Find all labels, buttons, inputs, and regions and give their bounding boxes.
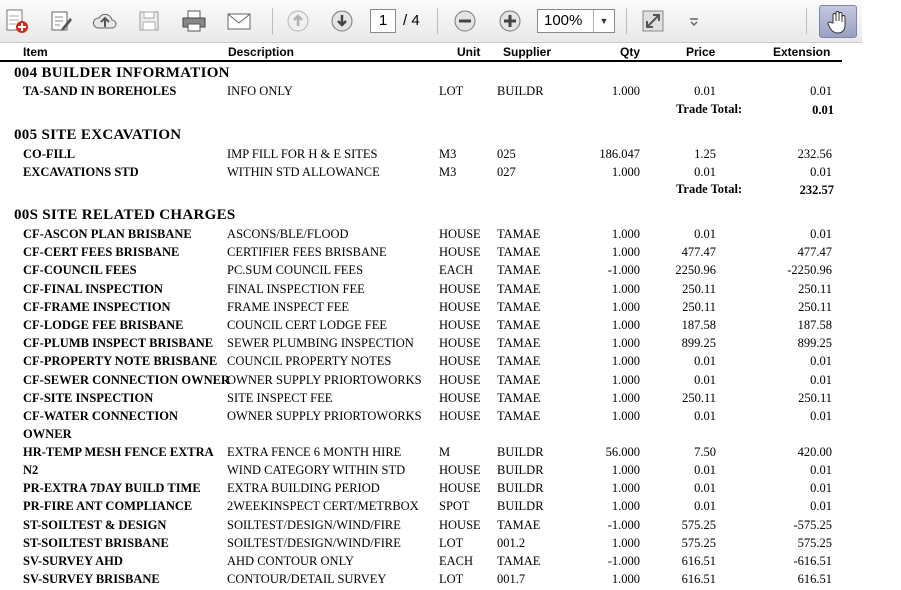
table-row: [0, 445, 842, 463]
cell-description: CONTOUR/DETAIL SURVEY: [227, 572, 387, 587]
cell-unit: EACH: [439, 263, 474, 278]
cell-extension: -616.51: [793, 553, 832, 568]
cell-unit: M3: [439, 147, 457, 161]
table-row: [0, 572, 842, 590]
cell-item: ST-SOILTEST BRISBANE: [23, 535, 169, 550]
column-header-unit: Unit: [457, 45, 481, 59]
cell-unit: HOUSE: [439, 245, 481, 260]
cell-description: SEWER PLUMBING INSPECTION: [227, 336, 414, 351]
zoom-value: 100%: [544, 12, 583, 29]
cell-extension: 899.25: [797, 336, 832, 351]
cell-extension: 250.11: [798, 390, 832, 405]
cell-extension: 0.01: [810, 165, 832, 179]
cell-price: 575.25: [681, 535, 716, 550]
table-row: [0, 227, 842, 245]
cell-qty: 1.000: [611, 390, 640, 405]
table-row: [0, 391, 842, 409]
cell-extension: 0.01: [810, 462, 832, 477]
toolbar-separator: [806, 8, 807, 34]
cell-description: IMP FILL FOR H & E SITES: [227, 147, 378, 161]
cell-supplier: BUILDR: [497, 499, 544, 514]
cell-qty: 1.000: [611, 336, 640, 351]
cell-description: COUNCIL PROPERTY NOTES: [227, 354, 392, 369]
cell-price: 250.11: [682, 390, 716, 405]
table-row: [0, 373, 842, 391]
column-header-description: Description: [228, 45, 295, 59]
cell-description: FRAME INSPECT FEE: [227, 299, 350, 314]
cell-unit: HOUSE: [439, 409, 481, 423]
cell-extension: 0.01: [810, 409, 832, 423]
zoom-select[interactable]: [537, 9, 615, 33]
zoom-in-icon[interactable]: [495, 6, 525, 36]
table-row: [0, 263, 842, 281]
table-row: [0, 354, 842, 372]
cell-qty: 1.000: [611, 281, 640, 296]
cell-extension: 0.01: [810, 84, 832, 98]
section-title: 00S SITE RELATED CHARGES: [14, 207, 236, 223]
cell-supplier: TAMAE: [497, 390, 541, 405]
cell-qty: 1.000: [611, 535, 640, 550]
cell-description: WIND CATEGORY WITHIN STD: [227, 462, 406, 477]
cell-qty: 1.000: [611, 572, 640, 587]
cell-item: HR-TEMP MESH FENCE EXTRA: [23, 444, 214, 459]
upload-icon[interactable]: [90, 6, 120, 36]
cell-qty: -1.000: [607, 553, 640, 568]
cell-item: CF-WATER CONNECTION: [23, 409, 178, 423]
cell-qty: 1.000: [611, 84, 640, 98]
cell-extension: 616.51: [797, 572, 832, 587]
cell-qty: 1.000: [611, 227, 640, 241]
cell-extension: 575.25: [797, 535, 832, 550]
cell-unit: HOUSE: [439, 481, 481, 496]
table-row: [0, 554, 842, 572]
cell-price: 7.50: [694, 444, 716, 459]
previous-page-icon[interactable]: [283, 6, 313, 36]
cell-qty: -1.000: [607, 517, 640, 532]
cell-qty: 1.000: [611, 499, 640, 514]
cell-item: TA-SAND IN BOREHOLES: [23, 84, 177, 98]
cell-extension: 250.11: [798, 281, 832, 296]
cell-unit: LOT: [439, 535, 464, 550]
cell-item: CF-FRAME INSPECTION: [23, 299, 171, 314]
cell-extension: 477.47: [797, 245, 832, 260]
cell-supplier: BUILDR: [497, 462, 544, 477]
cell-unit: LOT: [439, 572, 464, 587]
cell-item: CF-FINAL INSPECTION: [23, 281, 163, 296]
cell-description: SOILTEST/DESIGN/WIND/FIRE: [227, 535, 401, 550]
column-header-supplier: Supplier: [503, 45, 552, 59]
cell-unit: HOUSE: [439, 517, 481, 532]
cell-description: ASCONS/BLE/FLOOD: [227, 227, 349, 241]
cell-supplier: TAMAE: [497, 354, 541, 369]
cell-item-continued: OWNER: [23, 427, 72, 441]
cell-supplier: BUILDR: [497, 481, 544, 496]
cell-description: FINAL INSPECTION FEE: [227, 281, 365, 296]
cell-item: CO-FILL: [23, 147, 76, 161]
cell-price: 616.51: [681, 553, 716, 568]
toolbar-separator: [626, 8, 627, 34]
cell-price: 899.25: [681, 336, 716, 351]
cell-price: 0.01: [694, 481, 716, 496]
table-row: [0, 318, 842, 336]
cell-item: ST-SOILTEST & DESIGN: [23, 517, 167, 532]
cell-item: CF-COUNCIL FEES: [23, 263, 137, 278]
cell-qty: 1.000: [611, 165, 640, 179]
cell-extension: -575.25: [793, 517, 832, 532]
table-row: [0, 463, 842, 481]
cell-supplier: TAMAE: [497, 517, 541, 532]
cell-item: CF-PROPERTY NOTE BRISBANE: [23, 354, 218, 369]
trade-total-value: 232.57: [799, 183, 834, 197]
cell-description: EXTRA BUILDING PERIOD: [227, 481, 380, 496]
toolbar-separator: [272, 8, 273, 34]
column-header-item: Item: [23, 45, 48, 59]
cell-price: 0.01: [694, 499, 716, 514]
cell-item: CF-ASCON PLAN BRISBANE: [23, 227, 192, 241]
cell-unit: EACH: [439, 553, 474, 568]
cell-extension: 250.11: [798, 299, 832, 314]
cell-description: SITE INSPECT FEE: [227, 390, 333, 405]
cell-extension: 0.01: [810, 227, 832, 241]
cell-price: 616.51: [681, 572, 716, 587]
save-icon[interactable]: [134, 6, 164, 36]
table-row: [0, 518, 842, 536]
cell-unit: HOUSE: [439, 336, 481, 351]
cell-supplier: TAMAE: [497, 299, 541, 314]
zoom-out-icon[interactable]: [450, 6, 480, 36]
fullscreen-icon[interactable]: [638, 6, 668, 36]
table-row: [0, 245, 842, 263]
cell-unit: HOUSE: [439, 281, 481, 296]
cell-supplier: TAMAE: [497, 263, 541, 278]
column-header-qty: Qty: [620, 45, 641, 59]
section-title: 004 BUILDER INFORMATION: [14, 65, 230, 81]
email-icon[interactable]: [224, 6, 254, 36]
cell-supplier: TAMAE: [497, 372, 541, 387]
cell-supplier: TAMAE: [497, 409, 541, 423]
cell-item: CF-PLUMB INSPECT BRISBANE: [23, 336, 214, 351]
cell-description: COUNCIL CERT LODGE FEE: [227, 318, 388, 332]
cell-extension: 0.01: [810, 499, 832, 514]
cell-description: WITHIN STD ALLOWANCE: [227, 165, 380, 179]
page-number-input[interactable]: 1: [370, 9, 396, 33]
header-divider: [0, 60, 842, 62]
cell-item: CF-CERT FEES BRISBANE: [23, 245, 180, 260]
cell-extension: -2250.96: [787, 263, 832, 278]
table-header: [0, 44, 842, 60]
cell-item: PR-FIRE ANT COMPLIANCE: [23, 499, 193, 514]
cell-qty: 1.000: [611, 481, 640, 496]
table-row: [0, 481, 842, 499]
cell-price: 0.01: [694, 84, 716, 98]
cell-supplier: TAMAE: [497, 245, 541, 260]
cell-item: SV-SURVEY AHD: [23, 553, 123, 568]
cell-qty: 56.000: [605, 444, 640, 459]
table-row: [0, 282, 842, 300]
table-row: [0, 336, 842, 354]
cell-supplier: TAMAE: [497, 318, 541, 332]
cell-qty: -1.000: [607, 263, 640, 278]
cell-supplier: 025: [497, 147, 516, 161]
cell-description: OWNER SUPPLY PRIORTOWORKS: [227, 409, 422, 423]
cell-qty: 1.000: [611, 245, 640, 260]
cell-supplier: BUILDR: [497, 84, 544, 98]
pdf-toolbar: [0, 0, 862, 43]
chevron-down-icon[interactable]: ▼: [593, 10, 614, 32]
cell-supplier: TAMAE: [497, 281, 541, 296]
cell-item: SV-SURVEY BRISBANE: [23, 572, 160, 587]
cell-item: CF-LODGE FEE BRISBANE: [23, 318, 184, 332]
cell-price: 250.11: [682, 299, 716, 314]
cell-qty: 1.000: [611, 409, 640, 423]
cell-qty: 1.000: [611, 462, 640, 477]
table-row: [0, 536, 842, 554]
table-row: [0, 409, 842, 441]
cell-item: PR-EXTRA 7DAY BUILD TIME: [23, 481, 201, 496]
cell-supplier: TAMAE: [497, 336, 541, 351]
cell-item: EXCAVATIONS STD: [23, 165, 139, 179]
cell-qty: 186.047: [599, 147, 640, 161]
cell-extension: 0.01: [810, 481, 832, 496]
cell-supplier: 001.2: [497, 535, 526, 550]
table-row: [0, 84, 842, 102]
cell-extension: 187.58: [797, 318, 832, 332]
table-row: [0, 165, 842, 183]
edit-icon[interactable]: [46, 6, 76, 36]
cell-unit: M: [439, 444, 451, 459]
cell-supplier: BUILDR: [497, 444, 544, 459]
cell-unit: SPOT: [439, 499, 470, 514]
cell-supplier: 027: [497, 165, 516, 179]
cell-supplier: 001.7: [497, 572, 526, 587]
table-row: [0, 499, 842, 517]
cell-unit: M3: [439, 165, 457, 179]
trade-total-label: Trade Total:: [676, 102, 743, 116]
cell-price: 250.11: [682, 281, 716, 296]
cell-price: 2250.96: [675, 263, 716, 278]
cell-item: N2: [23, 462, 39, 477]
cell-unit: HOUSE: [439, 390, 481, 405]
cell-description: CERTIFIER FEES BRISBANE: [227, 245, 387, 260]
cell-extension: 420.00: [797, 444, 832, 459]
cell-unit: HOUSE: [439, 318, 481, 332]
column-header-extension: Extension: [773, 45, 831, 59]
cell-description: PC.SUM COUNCIL FEES: [227, 263, 364, 278]
create-pdf-icon[interactable]: [2, 6, 32, 36]
cell-unit: LOT: [439, 84, 464, 98]
hand-tool-icon[interactable]: [819, 5, 857, 38]
cell-qty: 1.000: [611, 354, 640, 369]
print-icon[interactable]: [179, 6, 209, 36]
section-title: 005 SITE EXCAVATION: [14, 127, 182, 143]
cell-price: 0.01: [694, 354, 716, 369]
next-page-icon[interactable]: [327, 6, 357, 36]
table-row: [0, 300, 842, 318]
cell-unit: HOUSE: [439, 354, 481, 369]
cell-description: INFO ONLY: [227, 84, 293, 98]
cell-price: 0.01: [694, 227, 716, 241]
cell-price: 0.01: [694, 372, 716, 387]
page-total-label: / 4: [403, 12, 420, 29]
cell-qty: 1.000: [611, 318, 640, 332]
cell-unit: HOUSE: [439, 227, 481, 241]
cell-item: CF-SEWER CONNECTION OWNER: [23, 372, 230, 387]
menu-icon[interactable]: [679, 6, 709, 36]
cell-supplier: TAMAE: [497, 227, 541, 241]
cell-unit: HOUSE: [439, 462, 481, 477]
cell-extension: 232.56: [797, 147, 832, 161]
cell-price: 0.01: [694, 462, 716, 477]
trade-total-value: 0.01: [812, 103, 834, 117]
table-row: [0, 147, 842, 165]
cell-description: OWNER SUPPLY PRIORTOWORKS: [227, 372, 422, 387]
cell-unit: HOUSE: [439, 372, 481, 387]
cell-price: 0.01: [694, 165, 716, 179]
cell-price: 1.25: [694, 147, 716, 161]
cell-qty: 1.000: [611, 299, 640, 314]
cell-qty: 1.000: [611, 372, 640, 387]
cell-price: 575.25: [681, 517, 716, 532]
cell-extension: 0.01: [810, 354, 832, 369]
cell-description: SOILTEST/DESIGN/WIND/FIRE: [227, 517, 401, 532]
toolbar-separator: [437, 8, 438, 34]
cell-price: 187.58: [681, 318, 716, 332]
column-header-price: Price: [686, 45, 716, 59]
cell-unit: HOUSE: [439, 299, 481, 314]
cell-price: 477.47: [681, 245, 716, 260]
cell-supplier: TAMAE: [497, 553, 541, 568]
cell-extension: 0.01: [810, 372, 832, 387]
cell-description: AHD CONTOUR ONLY: [227, 553, 354, 568]
cell-price: 0.01: [694, 409, 716, 423]
cell-description: 2WEEKINSPECT CERT/METRBOX: [227, 499, 419, 514]
cell-description: EXTRA FENCE 6 MONTH HIRE: [227, 444, 402, 459]
trade-total-label: Trade Total:: [676, 182, 743, 196]
cell-item: CF-SITE INSPECTION: [23, 390, 154, 405]
